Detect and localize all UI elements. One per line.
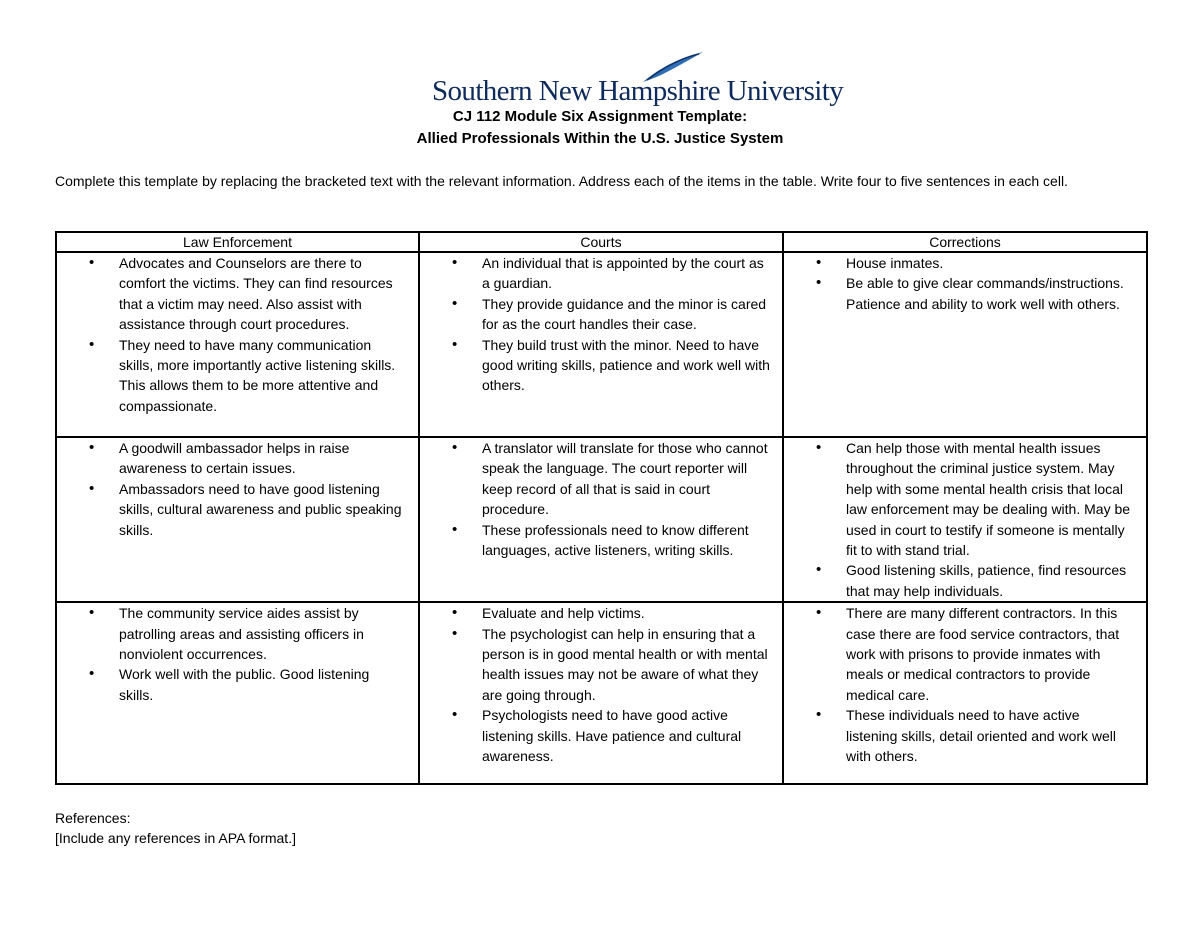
- bullet-list: [784, 438, 1146, 601]
- bullet-list: [420, 438, 782, 560]
- list-item: • Be able to give clear commands/instructions. Patience and ability to work well with others.: [784, 273, 1146, 314]
- references-placeholder: [Include any references in APA format.]: [55, 830, 296, 847]
- instructions-paragraph: Complete this template by replacing the bracketed text with the relevant information. Address each of the items in the table. Write four to five sentences in each cell.: [55, 173, 1068, 189]
- table-row: [56, 252, 1147, 437]
- university-logo: [432, 64, 844, 110]
- list-item: • An individual that is appointed by the court as a guardian.: [420, 253, 782, 294]
- list-item: • The community service aides assist by patrolling areas and assisting officers in nonviolent occurrences.: [57, 603, 418, 664]
- list-item: • A goodwill ambassador helps in raise awareness to certain issues.: [57, 438, 418, 479]
- list-item: • They provide guidance and the minor is cared for as the court handles their case.: [420, 294, 782, 335]
- list-item: • They need to have many communication skills, more importantly active listening skills. This allows them to be more attentive and compassionate.: [57, 335, 418, 417]
- list-item: • Psychologists need to have good active listening skills. Have patience and cultural awareness.: [420, 705, 782, 766]
- table-cell: [56, 252, 419, 437]
- bullet-list: [57, 603, 418, 705]
- bullet-list: [420, 253, 782, 396]
- list-item: • Good listening skills, patience, find resources that may help individuals.: [784, 560, 1146, 601]
- bullet-list: [57, 438, 418, 540]
- list-item: • Can help those with mental health issues throughout the criminal justice system. May help with some mental health crisis that local law enforcement may be dealing with. May be used in court to testify if someone is mentally fit to with stand trial.: [784, 438, 1146, 560]
- table-cell: [419, 602, 783, 784]
- bullet-list: [784, 603, 1146, 766]
- list-item: • Evaluate and help victims.: [420, 603, 782, 623]
- table-cell: [783, 252, 1147, 437]
- table-row: [56, 602, 1147, 784]
- list-item: • A translator will translate for those who cannot speak the language. The court reporter will keep record of all that is said in court procedure.: [420, 438, 782, 520]
- table-header-row: [56, 232, 1147, 252]
- list-item: • There are many different contractors. In this case there are food service contractors, that work with prisons to provide inmates with meals or medical contractors to provide medical care.: [784, 603, 1146, 705]
- table-cell: [419, 437, 783, 602]
- document-subtitle: Allied Professionals Within the U.S. Justice System: [416, 130, 784, 147]
- table-cell: [783, 602, 1147, 784]
- list-item: • Advocates and Counselors are there to comfort the victims. They can find resources that a victim may need. Also assist with assistance through court procedures.: [57, 253, 418, 335]
- professionals-table: [55, 231, 1148, 785]
- list-item: • These individuals need to have active listening skills, detail oriented and work well with others.: [784, 705, 1146, 766]
- column-header-law-enforcement: Law Enforcement: [56, 232, 419, 252]
- table-cell: [56, 437, 419, 602]
- table-cell: [56, 602, 419, 784]
- list-item: • Ambassadors need to have good listening skills, cultural awareness and public speaking skills.: [57, 479, 418, 540]
- table-cell: [783, 437, 1147, 602]
- university-name: Southern New Hampshire University: [432, 75, 844, 107]
- list-item: • They build trust with the minor. Need to have good writing skills, patience and work well with others.: [420, 335, 782, 396]
- column-header-corrections: Corrections: [783, 232, 1147, 252]
- table-row: [56, 437, 1147, 602]
- document-title: CJ 112 Module Six Assignment Template:: [452, 108, 748, 125]
- list-item: • The psychologist can help in ensuring that a person is in good mental health or with mental health issues may not be aware of what they are going through.: [420, 624, 782, 706]
- table-cell: [419, 252, 783, 437]
- references-label: References:: [55, 810, 131, 826]
- list-item: • House inmates.: [784, 253, 1146, 273]
- column-header-courts: Courts: [419, 232, 783, 252]
- bullet-list: [57, 253, 418, 416]
- list-item: • Work well with the public. Good listening skills.: [57, 664, 418, 705]
- list-item: • These professionals need to know different languages, active listeners, writing skills.: [420, 520, 782, 561]
- bullet-list: [420, 603, 782, 766]
- bullet-list: [784, 253, 1146, 314]
- references-section: [55, 808, 296, 849]
